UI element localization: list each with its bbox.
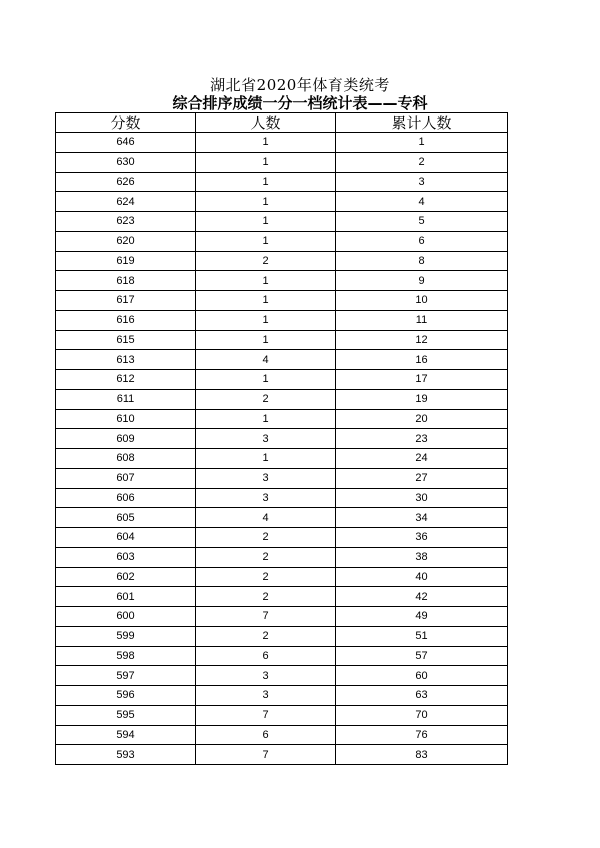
cell-cumulative: 57 bbox=[336, 646, 508, 666]
cell-cumulative: 60 bbox=[336, 666, 508, 686]
cell-score: 595 bbox=[56, 705, 196, 725]
table-row bbox=[56, 389, 508, 409]
cell-count: 1 bbox=[196, 310, 336, 330]
cell-score: 598 bbox=[56, 646, 196, 666]
cell-score: 618 bbox=[56, 271, 196, 291]
cell-score: 610 bbox=[56, 409, 196, 429]
cell-cumulative: 5 bbox=[336, 212, 508, 232]
cell-count: 1 bbox=[196, 449, 336, 469]
cell-cumulative: 63 bbox=[336, 686, 508, 706]
cell-cumulative: 30 bbox=[336, 488, 508, 508]
cell-score: 604 bbox=[56, 528, 196, 548]
table-row bbox=[56, 626, 508, 646]
cell-score: 613 bbox=[56, 350, 196, 370]
cell-count: 6 bbox=[196, 725, 336, 745]
cell-cumulative: 11 bbox=[336, 310, 508, 330]
cell-cumulative: 20 bbox=[336, 409, 508, 429]
cell-count: 1 bbox=[196, 133, 336, 153]
table-row bbox=[56, 212, 508, 232]
cell-count: 1 bbox=[196, 231, 336, 251]
table-row bbox=[56, 429, 508, 449]
cell-cumulative: 34 bbox=[336, 508, 508, 528]
cell-cumulative: 8 bbox=[336, 251, 508, 271]
table-row bbox=[56, 547, 508, 567]
cell-count: 1 bbox=[196, 152, 336, 172]
cell-cumulative: 36 bbox=[336, 528, 508, 548]
column-header-score: 分数 bbox=[56, 113, 196, 133]
cell-score: 620 bbox=[56, 231, 196, 251]
table-row bbox=[56, 567, 508, 587]
table-row bbox=[56, 310, 508, 330]
cell-score: 597 bbox=[56, 666, 196, 686]
cell-score: 602 bbox=[56, 567, 196, 587]
cell-score: 619 bbox=[56, 251, 196, 271]
table-row bbox=[56, 488, 508, 508]
cell-count: 1 bbox=[196, 212, 336, 232]
cell-cumulative: 1 bbox=[336, 133, 508, 153]
cell-count: 2 bbox=[196, 528, 336, 548]
cell-cumulative: 49 bbox=[336, 607, 508, 627]
cell-count: 3 bbox=[196, 686, 336, 706]
table-body bbox=[56, 133, 508, 765]
cell-score: 626 bbox=[56, 172, 196, 192]
cell-count: 3 bbox=[196, 429, 336, 449]
table-row bbox=[56, 231, 508, 251]
table-header-row bbox=[56, 113, 508, 133]
table-row bbox=[56, 528, 508, 548]
cell-score: 616 bbox=[56, 310, 196, 330]
table-row bbox=[56, 271, 508, 291]
table-row bbox=[56, 705, 508, 725]
cell-score: 600 bbox=[56, 607, 196, 627]
cell-score: 601 bbox=[56, 587, 196, 607]
cell-cumulative: 27 bbox=[336, 468, 508, 488]
cell-cumulative: 2 bbox=[336, 152, 508, 172]
table-row bbox=[56, 587, 508, 607]
table-row bbox=[56, 350, 508, 370]
cell-cumulative: 83 bbox=[336, 745, 508, 765]
cell-score: 617 bbox=[56, 291, 196, 311]
cell-score: 623 bbox=[56, 212, 196, 232]
cell-cumulative: 4 bbox=[336, 192, 508, 212]
table-row bbox=[56, 291, 508, 311]
cell-cumulative: 24 bbox=[336, 449, 508, 469]
cell-count: 3 bbox=[196, 468, 336, 488]
column-header-count: 人数 bbox=[196, 113, 336, 133]
cell-count: 2 bbox=[196, 587, 336, 607]
cell-score: 596 bbox=[56, 686, 196, 706]
cell-count: 1 bbox=[196, 192, 336, 212]
table-row bbox=[56, 686, 508, 706]
table-row bbox=[56, 449, 508, 469]
cell-cumulative: 76 bbox=[336, 725, 508, 745]
cell-count: 4 bbox=[196, 508, 336, 528]
cell-count: 7 bbox=[196, 745, 336, 765]
table-row bbox=[56, 607, 508, 627]
cell-count: 1 bbox=[196, 330, 336, 350]
table-row bbox=[56, 330, 508, 350]
table-row bbox=[56, 370, 508, 390]
cell-count: 1 bbox=[196, 409, 336, 429]
cell-count: 2 bbox=[196, 389, 336, 409]
cell-count: 2 bbox=[196, 567, 336, 587]
cell-score: 624 bbox=[56, 192, 196, 212]
table-row bbox=[56, 646, 508, 666]
table-row bbox=[56, 251, 508, 271]
cell-count: 3 bbox=[196, 488, 336, 508]
document-title: 湖北省2020年体育类统考 bbox=[210, 76, 390, 94]
document-subtitle: 综合排序成绩一分一档统计表——专科 bbox=[172, 94, 428, 112]
cell-count: 4 bbox=[196, 350, 336, 370]
cell-count: 7 bbox=[196, 607, 336, 627]
cell-cumulative: 10 bbox=[336, 291, 508, 311]
cell-count: 3 bbox=[196, 666, 336, 686]
cell-cumulative: 6 bbox=[336, 231, 508, 251]
cell-count: 2 bbox=[196, 547, 336, 567]
cell-cumulative: 19 bbox=[336, 389, 508, 409]
cell-count: 1 bbox=[196, 291, 336, 311]
cell-score: 611 bbox=[56, 389, 196, 409]
cell-count: 1 bbox=[196, 271, 336, 291]
table-row bbox=[56, 745, 508, 765]
cell-cumulative: 42 bbox=[336, 587, 508, 607]
table-row bbox=[56, 192, 508, 212]
table-row bbox=[56, 508, 508, 528]
cell-cumulative: 12 bbox=[336, 330, 508, 350]
cell-count: 6 bbox=[196, 646, 336, 666]
table-row bbox=[56, 468, 508, 488]
column-header-cumulative: 累计人数 bbox=[336, 113, 508, 133]
cell-count: 1 bbox=[196, 370, 336, 390]
cell-count: 2 bbox=[196, 626, 336, 646]
cell-score: 646 bbox=[56, 133, 196, 153]
cell-cumulative: 3 bbox=[336, 172, 508, 192]
cell-cumulative: 70 bbox=[336, 705, 508, 725]
cell-score: 594 bbox=[56, 725, 196, 745]
cell-cumulative: 38 bbox=[336, 547, 508, 567]
cell-score: 630 bbox=[56, 152, 196, 172]
cell-score: 603 bbox=[56, 547, 196, 567]
cell-score: 609 bbox=[56, 429, 196, 449]
cell-score: 599 bbox=[56, 626, 196, 646]
table-row bbox=[56, 133, 508, 153]
table-row bbox=[56, 172, 508, 192]
cell-score: 608 bbox=[56, 449, 196, 469]
table-row bbox=[56, 666, 508, 686]
score-table bbox=[55, 112, 508, 765]
cell-score: 615 bbox=[56, 330, 196, 350]
cell-score: 605 bbox=[56, 508, 196, 528]
cell-cumulative: 17 bbox=[336, 370, 508, 390]
cell-cumulative: 9 bbox=[336, 271, 508, 291]
table-row bbox=[56, 725, 508, 745]
cell-cumulative: 16 bbox=[336, 350, 508, 370]
cell-count: 7 bbox=[196, 705, 336, 725]
table-row bbox=[56, 409, 508, 429]
cell-cumulative: 23 bbox=[336, 429, 508, 449]
cell-score: 593 bbox=[56, 745, 196, 765]
cell-cumulative: 51 bbox=[336, 626, 508, 646]
table-row bbox=[56, 152, 508, 172]
cell-score: 607 bbox=[56, 468, 196, 488]
cell-count: 2 bbox=[196, 251, 336, 271]
cell-score: 606 bbox=[56, 488, 196, 508]
cell-score: 612 bbox=[56, 370, 196, 390]
cell-cumulative: 40 bbox=[336, 567, 508, 587]
cell-count: 1 bbox=[196, 172, 336, 192]
